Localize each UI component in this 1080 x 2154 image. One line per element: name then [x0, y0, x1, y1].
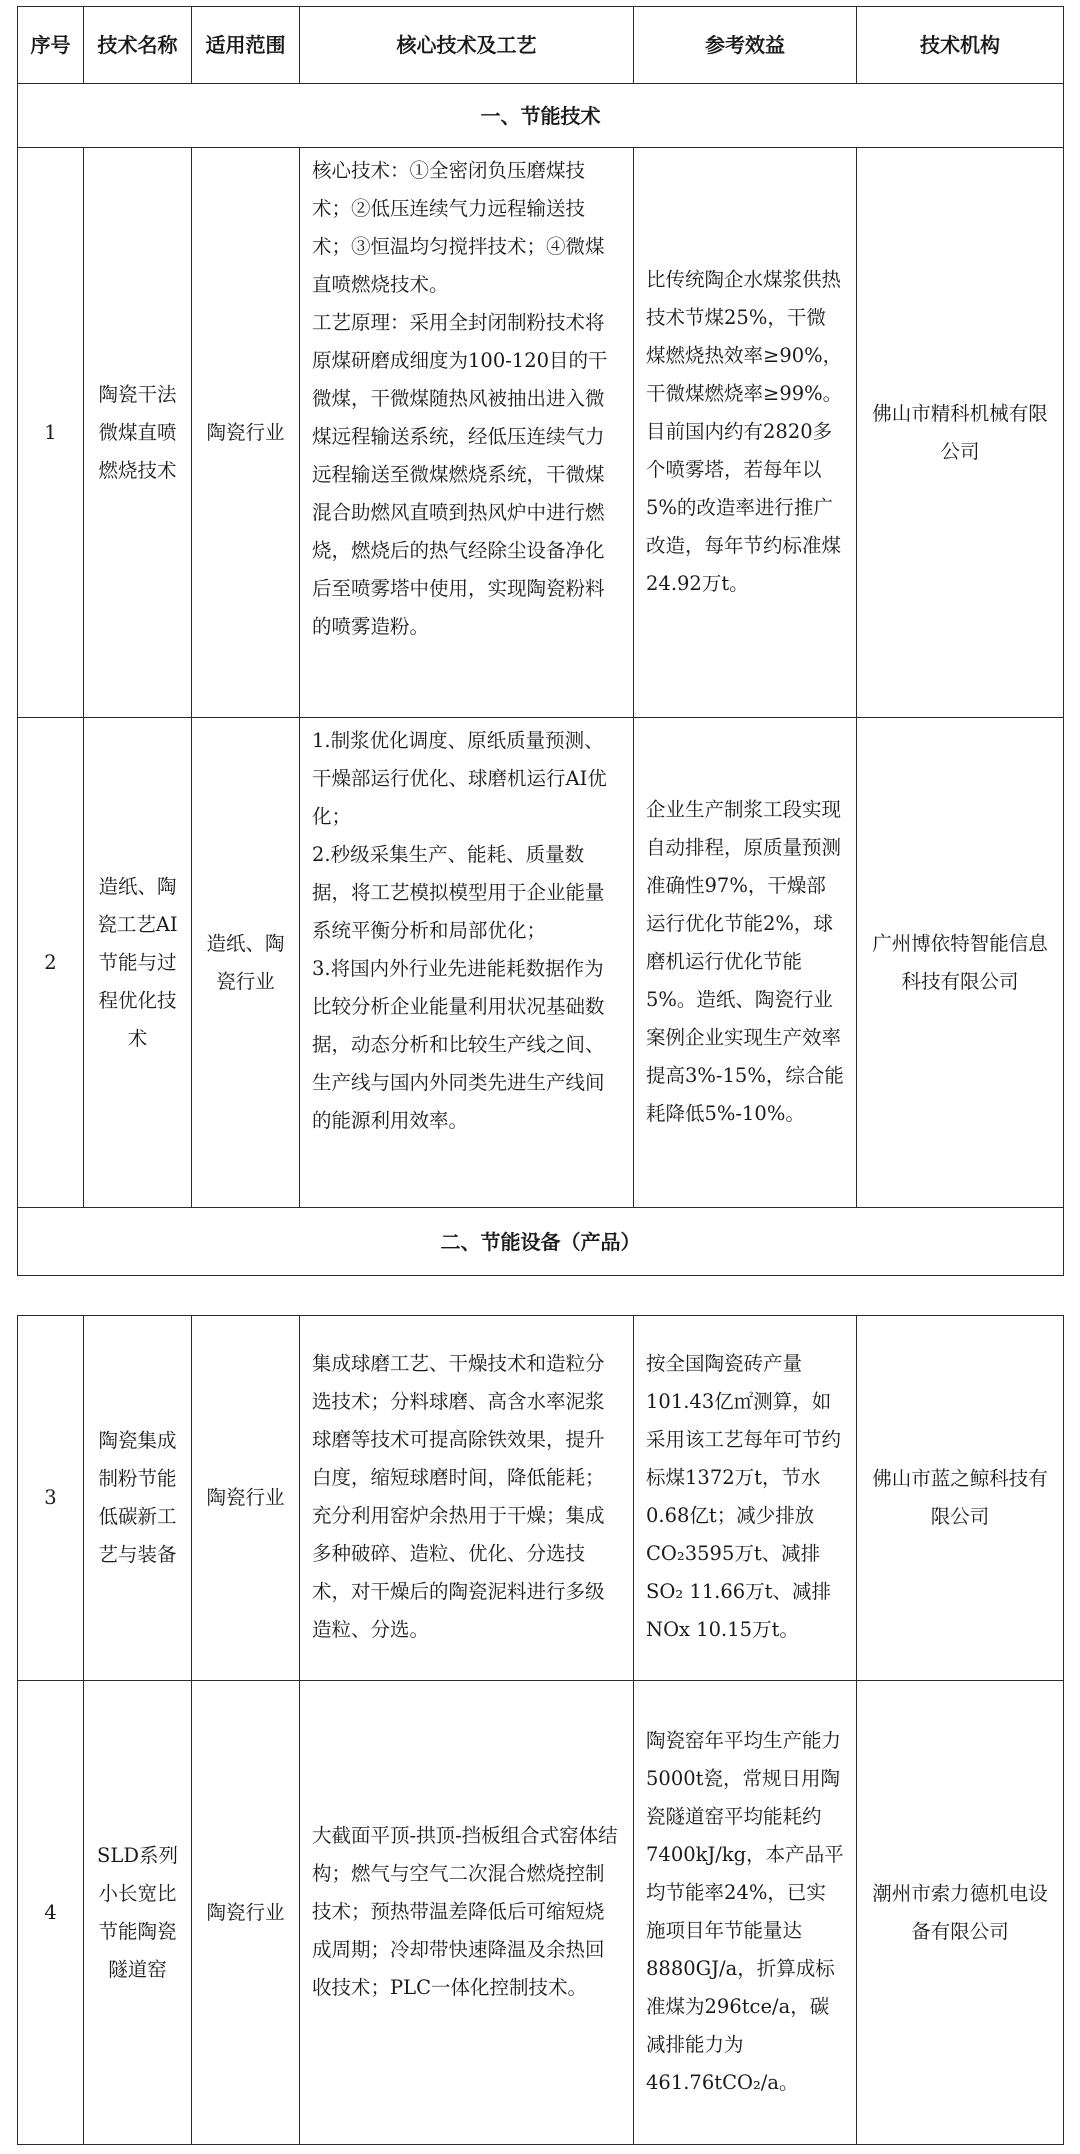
row-seq: 2	[18, 718, 84, 1208]
row-seq: 3	[18, 1316, 84, 1681]
table-row	[18, 718, 1064, 1208]
header-core: 核心技术及工艺	[300, 7, 634, 84]
core-paragraph: 2.秒级采集生产、能耗、质量数据，将工艺模拟模型用于企业能量系统平衡分析和局部优化；	[312, 843, 605, 942]
row-org: 佛山市蓝之鲸科技有限公司	[857, 1316, 1064, 1681]
header-benefit: 参考效益	[634, 7, 857, 84]
row-benefit: 按全国陶瓷砖产量101.43亿㎡测算，如采用该工艺每年可节约标煤1372万t，节水0.68亿t；减少排放CO₂3595万t、减排SO₂ 11.66万t、减排NOx 10.15万t。	[634, 1316, 857, 1681]
row-seq: 4	[18, 1681, 84, 2145]
row-benefit: 企业生产制浆工段实现自动排程，原质量预测准确性97%，干燥部运行优化节能2%，球磨机运行优化节能5%。造纸、陶瓷行业案例企业实现生产效率提高3%-15%，综合能耗降低5%-10%。	[634, 718, 857, 1208]
row-org: 佛山市精科机械有限公司	[857, 148, 1064, 718]
row-name: 陶瓷干法微煤直喷燃烧技术	[84, 148, 192, 718]
core-paragraph: 大截面平顶-拱顶-挡板组合式窑体结构；燃气与空气二次混合燃烧控制技术；预热带温差降低后可缩短烧成周期；冷却带快速降温及余热回收技术；PLC一体化控制技术。	[312, 1823, 618, 1999]
row-name: 造纸、陶瓷工艺AI节能与过程优化技术	[84, 718, 192, 1208]
row-core	[300, 718, 634, 1208]
header-seq: 序号	[18, 7, 84, 84]
row-benefit: 陶瓷窑年平均生产能力5000t瓷，常规日用陶瓷隧道窑平均能耗约7400kJ/kg，本产品平均节能率24%，已实施项目年节能量达8880GJ/a，折算成标准煤为296tce/a，碳减排能力为461.76tCO₂/a。	[634, 1681, 857, 2145]
section-row	[18, 84, 1064, 148]
row-core	[300, 148, 634, 718]
section-title-energy-tech: 一、节能技术	[18, 84, 1064, 148]
row-seq: 1	[18, 148, 84, 718]
core-paragraph: 集成球磨工艺、干燥技术和造粒分选技术；分料球磨、高含水率泥浆球磨等技术可提高除铁效果，提升白度，缩短球磨时间，降低能耗；充分利用窑炉余热用于干燥；集成多种破碎、造粒、优化、分选技术，对干燥后的陶瓷泥料进行多级造粒、分选。	[312, 1352, 605, 1641]
row-scope: 陶瓷行业	[192, 1316, 300, 1681]
header-name: 技术名称	[84, 7, 192, 84]
table-row	[18, 1316, 1064, 1681]
row-name: SLD系列小长宽比节能陶瓷隧道窑	[84, 1681, 192, 2145]
row-name: 陶瓷集成制粉节能低碳新工艺与装备	[84, 1316, 192, 1681]
row-scope: 陶瓷行业	[192, 148, 300, 718]
row-core	[300, 1681, 634, 2145]
row-core	[300, 1316, 634, 1681]
table-row	[18, 1681, 1064, 2145]
row-benefit: 比传统陶企水煤浆供热技术节煤25%，干微煤燃烧热效率≥90%，干微煤燃烧率≥99%。目前国内约有2820多个喷雾塔，若每年以5%的改造率进行推广改造，每年节约标准煤24.92万t。	[634, 148, 857, 718]
core-paragraph: 工艺原理：采用全封闭制粉技术将原煤研磨成细度为100-120目的干微煤，干微煤随热风被抽出进入微煤远程输送系统，经低压连续气力远程输送至微煤燃烧系统，干微煤混合助燃风直喷到热风炉中进行燃烧，燃烧后的热气经除尘设备净化后至喷雾塔中使用，实现陶瓷粉料的喷雾造粉。	[312, 311, 608, 638]
row-scope: 陶瓷行业	[192, 1681, 300, 2145]
core-paragraph: 3.将国内外行业先进能耗数据作为比较分析企业能量利用状况基础数据，动态分析和比较生产线之间、生产线与国内外同类先进生产线间的能源利用效率。	[312, 957, 605, 1132]
header-scope: 适用范围	[192, 7, 300, 84]
tech-table-part2	[17, 1315, 1064, 2145]
core-paragraph: 1.制浆优化调度、原纸质量预测、干燥部运行优化、球磨机运行AI优化；	[312, 729, 607, 828]
core-paragraph: 核心技术：①全密闭负压磨煤技术；②低压连续气力远程输送技术；③恒温均匀搅拌技术；④微煤直喷燃烧技术。	[312, 159, 605, 296]
table-header-row	[18, 7, 1064, 84]
section-title-energy-equipment: 二、节能设备（产品）	[18, 1208, 1064, 1276]
section-row	[18, 1208, 1064, 1276]
row-scope: 造纸、陶瓷行业	[192, 718, 300, 1208]
table-row	[18, 148, 1064, 718]
tech-table-part1	[17, 6, 1064, 1276]
header-org: 技术机构	[857, 7, 1064, 84]
row-org: 潮州市索力德机电设备有限公司	[857, 1681, 1064, 2145]
row-org: 广州博依特智能信息科技有限公司	[857, 718, 1064, 1208]
